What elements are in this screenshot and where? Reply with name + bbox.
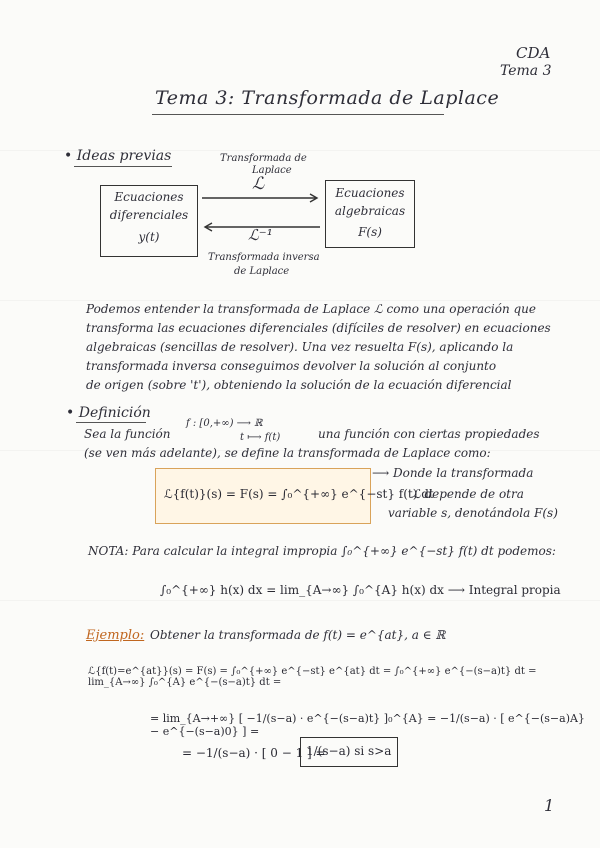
ideas-paragraph-line-4: transformada inversa conseguimos devolver la solución al conjunto <box>86 359 497 373</box>
title-underline <box>152 114 444 115</box>
course-label: CDA <box>516 44 551 62</box>
ideas-paragraph-line-3: algebraicas (sencillas de resolver). Una vez resuelta F(s), aplicando la <box>86 340 514 354</box>
top-arrow-label-2: Laplace <box>252 165 292 176</box>
laplace-symbol-top: ℒ <box>252 174 265 194</box>
nota-line-1: NOTA: Para calcular la integral impropia ∫₀^{+∞} e^{−st} f(t) dt podemos: <box>88 544 556 558</box>
page-number: 1 <box>544 796 555 815</box>
def-note-1: ⟶ Donde la transformada <box>372 466 534 480</box>
def-note-2: ℒ depende de otra <box>412 487 524 501</box>
ejemplo-statement: Obtener la transformada de f(t) = e^{at}, a ∈ ℝ <box>150 628 446 642</box>
right-box-line-2: algebraicas <box>334 204 406 218</box>
result-value: 1/(s−a) si s>a <box>306 744 392 758</box>
right-box-line-1: Ecuaciones <box>335 186 405 200</box>
left-box-line-3: y(t) <box>138 230 160 244</box>
ideas-underline <box>74 166 172 167</box>
ejemplo-heading: Ejemplo: <box>86 628 145 643</box>
nota-line-2: ∫₀^{+∞} h(x) dx = lim_{A→∞} ∫₀^{A} h(x) dx ⟶ Integral propia <box>160 583 561 597</box>
right-box-line-3: F(s) <box>358 225 382 239</box>
laplace-inverse-symbol: ℒ⁻¹ <box>248 226 273 244</box>
def-note-3: variable s, denotándola F(s) <box>388 506 558 520</box>
section-heading-ideas: • Ideas previas <box>64 148 172 164</box>
definicion-heading-text: Definición <box>78 405 151 421</box>
definicion-underline <box>76 422 146 423</box>
func-map: t ⟼ f(t) <box>240 432 281 443</box>
def-line-1b: una función con ciertas propiedades <box>318 427 540 441</box>
left-box-line-1: Ecuaciones <box>114 190 184 204</box>
definition-equation: ℒ{f(t)}(s) = F(s) = ∫₀^{+∞} e^{−st} f(t) dt <box>164 487 434 501</box>
left-box-line-2: diferenciales <box>109 208 189 222</box>
forward-arrow <box>200 192 322 204</box>
ideas-paragraph-line-1: Podemos entender la transformada de Laplace ℒ como una operación que <box>86 302 536 316</box>
ideas-paragraph-line-5: de origen (sobre 't'), obteniendo la solución de la ecuación diferencial <box>86 378 512 392</box>
ejemplo-step-1: ℒ{f(t)=e^{at}}(s) = F(s) = ∫₀^{+∞} e^{−st} e^{at} dt = ∫₀^{+∞} e^{−(s−a)t} dt = lim_{A→∞} ∫₀^{A} e^{−(s−a)t} dt = <box>88 666 537 688</box>
func-domain: f : [0,+∞) ⟶ ℝ <box>186 418 263 429</box>
bottom-arrow-label-1: Transformada inversa <box>208 252 320 263</box>
bottom-arrow-label-2: de Laplace <box>234 266 290 277</box>
top-arrow-label-1: Transformada de <box>220 153 307 164</box>
ideas-heading-text: Ideas previas <box>76 148 172 164</box>
ejemplo-step-2: = lim_{A→+∞} [ −1/(s−a) · e^{−(s−a)t} ]₀^{A} = −1/(s−a) · [ e^{−(s−a)A} − e^{−(s−a)0} ] = <box>150 712 585 738</box>
ideas-paragraph-line-2: transforma las ecuaciones diferenciales (difíciles de resolver) en ecuaciones <box>86 321 551 335</box>
topic-label: Tema 3 <box>500 63 552 79</box>
section-heading-definicion: • Definición <box>66 405 151 421</box>
page-title: Tema 3: Transformada de Laplace <box>155 87 500 109</box>
def-line-2: (se ven más adelante), se define la transformada de Laplace como: <box>84 446 491 460</box>
ejemplo-step-3: = −1/(s−a) · [ 0 − 1 ] = <box>182 746 326 760</box>
def-line-1a: Sea la función <box>84 427 171 441</box>
